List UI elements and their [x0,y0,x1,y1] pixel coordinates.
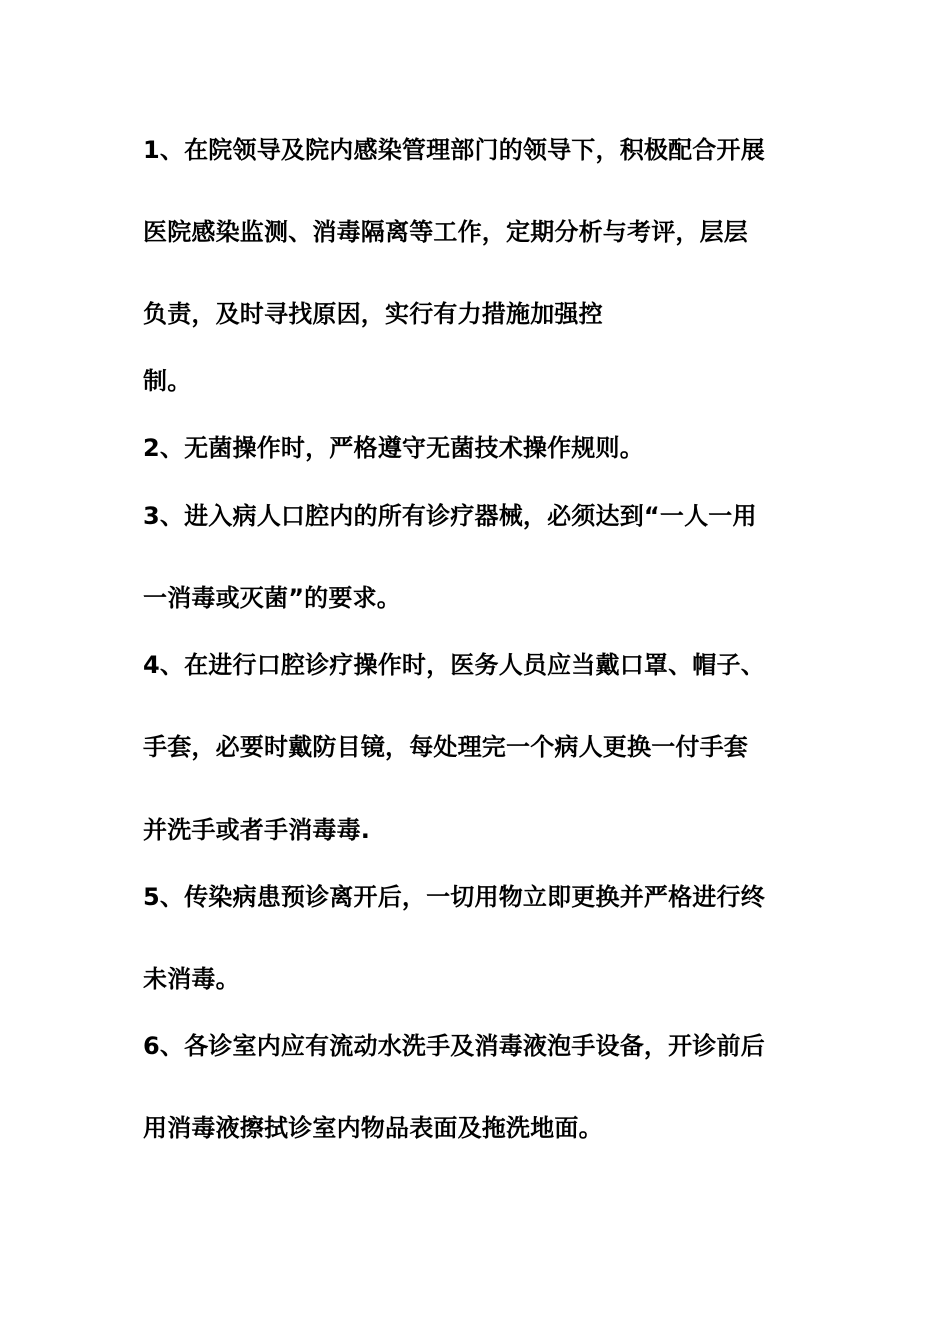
rule-1-line-2: 医院感染监测、消毒隔离等工作，定期分析与考评，层层 [143,218,748,246]
rule-4-line-2: 手套，必要时戴防目镜，每处理完一个病人更换一付手套 [143,733,748,761]
rule-5-line-1: 5、传染病患预诊离开后，一切用物立即更换并严格进行终 [143,883,765,911]
rule-4-line-3: 并洗手或者手消毒毒. [143,816,371,844]
rule-1-line-1: 1、在院领导及院内感染管理部门的领导下，积极配合开展 [143,136,765,164]
rule-1-line-4: 制。 [143,367,192,395]
rule-3-line-1: 3、进入病人口腔内的所有诊疗器械，必须达到“一人一用 [143,502,757,530]
rule-4-line-1: 4、在进行口腔诊疗操作时，医务人员应当戴口罩、帽子、 [143,651,765,679]
rule-6-line-1: 6、各诊室内应有流动水洗手及消毒液泡手设备，开诊前后 [143,1032,765,1060]
rule-6-line-2: 用消毒液擦拭诊室内物品表面及拖洗地面。 [143,1114,603,1142]
rule-1-line-3: 负责，及时寻找原因，实行有力措施加强控 [143,300,603,328]
rule-2-line-1: 2、无菌操作时，严格遵守无菌技术操作规则。 [143,434,644,462]
rule-5-line-2: 未消毒。 [143,965,240,993]
rule-3-line-2: 一消毒或灭菌”的要求。 [143,584,401,612]
